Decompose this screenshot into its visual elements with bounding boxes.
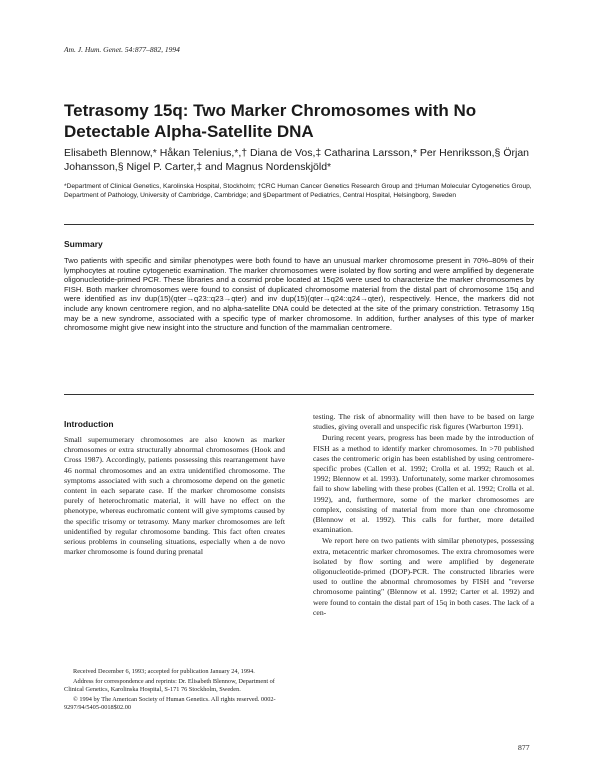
received-date-note: Received December 6, 1993; accepted for publication January 24, 1994. [73,668,255,675]
summary-heading: Summary [64,239,103,249]
correspondence-note: Address for correspondence and reprints: Dr. Elisabeth Blennow, Department of Clinical Genetics, Karolinska Hospital, S-171 76 Stockholm, Sweden. [64,678,275,693]
author-list: Elisabeth Blennow,* Håkan Telenius,*,† Diana de Vos,‡ Catharina Larsson,* Per Henriksson,§ Örjan Johansson,§ Nigel P. Carter,‡ and Magnus Nordenskjöld* [64,147,529,173]
footnotes [64,668,285,714]
intro-paragraph: testing. The risk of abnormality will then have to be based on large studies, giving overall and unspecific risk figures (Warburton 1991). [313,412,534,432]
intro-paragraph: We report here on two patients with similar phenotypes, possessing extra, metacentric marker chromosomes. The extra chromosomes were isolated by flow sorting and were amplified by degenerate oligonucleotide-primed (DOP)-PCR. The constructed libraries were used to outline the abnormal chromosomes by FISH and "reverse chromosome painting" (Blennow et al. 1992; Carter et al. 1992) and were found to contain the distal part of 15q in both cases. The lack of a cen- [313,536,534,617]
intro-paragraph: Small supernumerary chromosomes are also known as marker chromosomes or extra structurally abnormal chromosomes (Hook and Cross 1987). Accordingly, patients possessing this rearrangement have 46 normal chromosomes and an extra unidentified chromosome. The symptoms associated with such a chromosome depend on the genetic content in each separate case. If the marker chromosome consists purely of heterochromatic material, it will have no effect on the phenotype, whereas euchromatic content will give symptoms caused by the specific trisomy or tetrasomy. Many marker chromosomes are left unidentified by regular chromosome banding. This fact often creates serious problems in counseling situations, especially when a de novo marker chromosome is found during prenatal [64,435,285,557]
summary-divider [64,394,534,395]
copyright-note: © 1994 by The American Society of Human Genetics. All rights reserved. 0002-9297/94/5405-0018$02.00 [64,696,276,711]
introduction-heading: Introduction [64,419,114,429]
intro-right-column [313,412,534,618]
article-title: Tetrasomy 15q: Two Marker Chromosomes with No Detectable Alpha-Satellite DNA [64,101,477,141]
affiliations: *Department of Clinical Genetics, Karolinska Hospital, Stockholm; †CRC Human Cancer Genetics Research Group and ‡Human Molecular Cytogenetics Group, Department of Pathology, University of Cambridge, Cambridge; and §Department of Pediatrics, Central Hospital, Helsingborg, Sweden [64,183,532,199]
summary-text: Two patients with specific and similar phenotypes were both found to have an unusual marker chromosome present in 70%–80% of their lymphocytes at routine cytogenetic examination. The marker chromosomes were isolated by flow sorting and were amplified by degenerate oligonucleotide-primed PCR. These libraries and a cosmid probe located at 15q26 were used to characterize the marker chromosomes by FISH. Both marker chromosomes were found to consist of duplicated chromosome material from the distal part of chromosome 15q and were identified as inv dup(15)(qter→q23::q23→qter) and inv dup(15)(qter→q24::q24→qter), respectively. Hence, the markers did not include any known centromere region, and no alpha-satellite DNA could be detected at the site of the primary constriction. Tetrasomy 15q may be a new syndrome, associated with a specific type of marker chromosome. In addition, further analyses of this type of marker chromosome might give new insight into the structure and function of the mammalian centromere. [64,256,534,333]
intro-paragraph: During recent years, progress has been made by the introduction of FISH as a method to identify marker chromosomes. In >70 published cases the centromeric origin has been established by using centromere-specific probes (Callen et al. 1992; Crolla et al. 1992; Rauch et al. 1992; Blennow et al. 1993). Unfortunately, some marker chromosomes fail to show labeling with these probes (Callen et al. 1992; Crolla et al. 1992), and, furthermore, some of the marker chromosomes are complex, consisting of material from more than one chromosome (Blennow et al. 1992). This calls for further, more detailed examination. [313,433,534,535]
intro-left-column [64,435,285,557]
page-number: 877 [518,743,530,752]
journal-citation: Am. J. Hum. Genet. 54:877–882, 1994 [64,45,180,54]
top-divider [64,224,534,225]
